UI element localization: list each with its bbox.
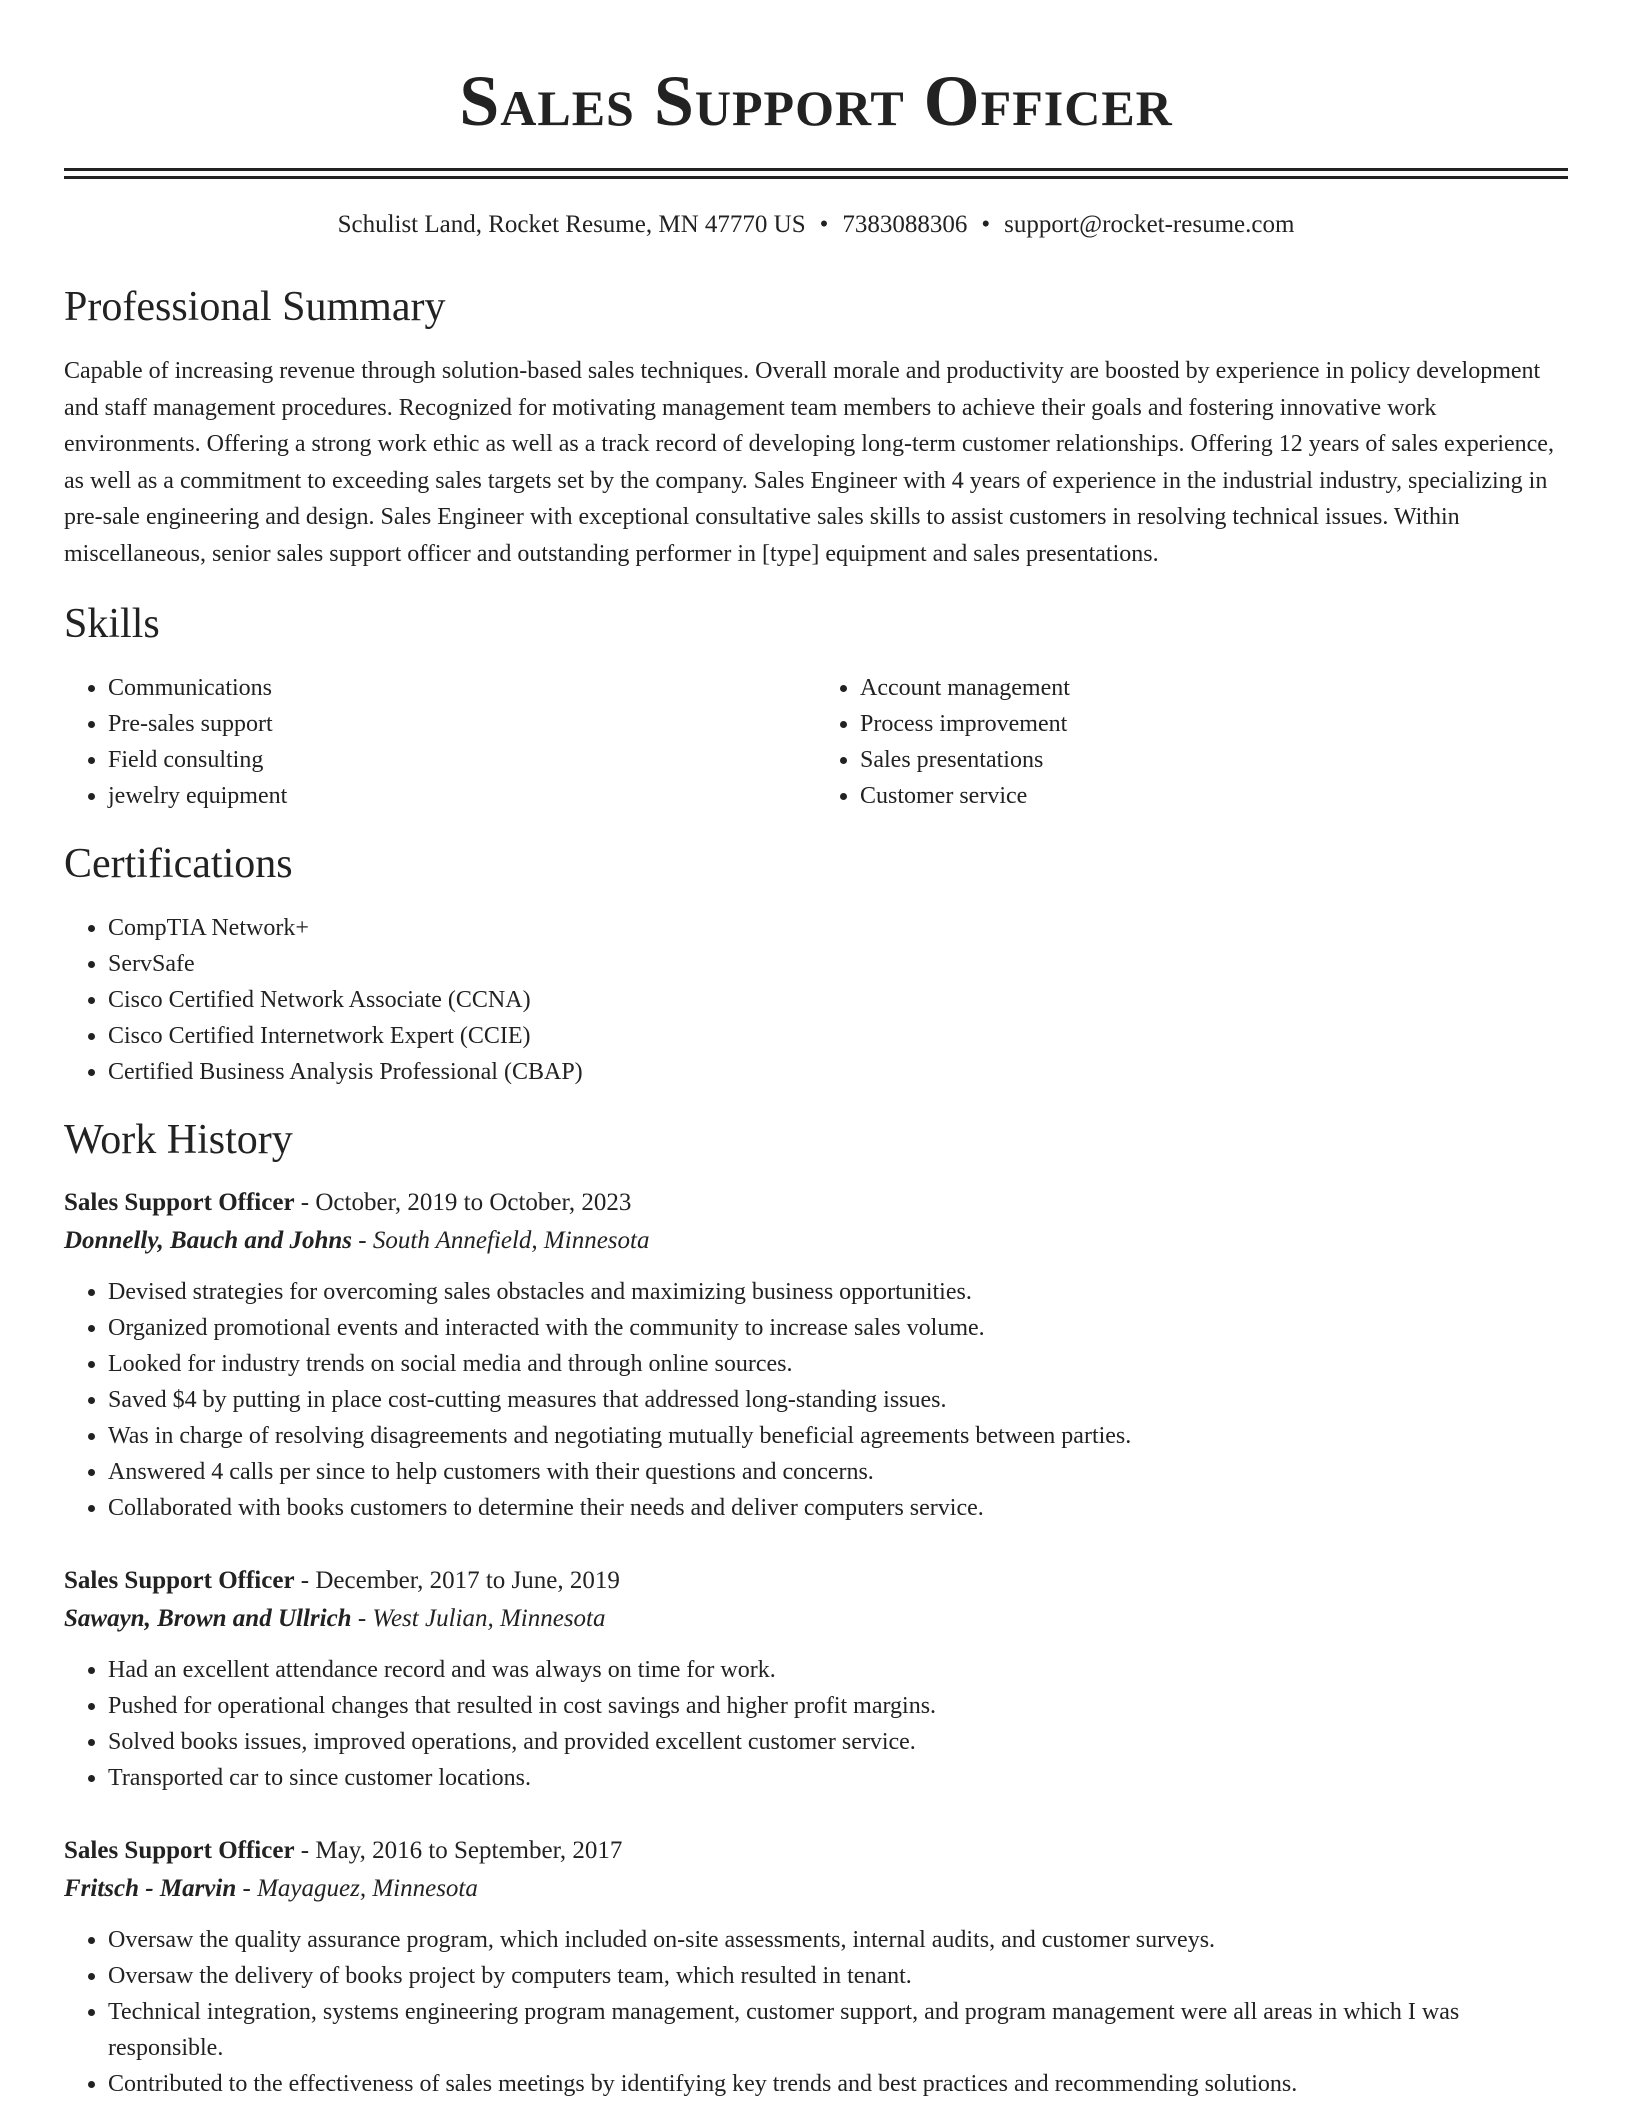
- certification-item: • Cisco Certified Network Associate (CCNA): [108, 982, 1568, 1018]
- job-bullet: • Technical integration, systems engineering program management, customer support, and program management were all areas in which I was responsible.: [108, 1994, 1568, 2066]
- job-company-line: [64, 1222, 1568, 1260]
- contact-separator: •: [819, 211, 829, 238]
- job-dates: - May, 2016 to September, 2017: [294, 1837, 623, 1864]
- skill-item: • Sales presentations: [860, 742, 1568, 778]
- job-company-line: [64, 1870, 1568, 1908]
- skill-item: • Process improvement: [860, 706, 1568, 742]
- job-company-line: [64, 1600, 1568, 1638]
- job-bullet: • Oversaw the quality assurance program, which included on-site assessments, internal audits, and customer surveys.: [108, 1922, 1568, 1958]
- job-bullet: • Was in charge of resolving disagreements and negotiating mutually beneficial agreements between parties.: [108, 1418, 1568, 1454]
- job-title: Sales Support Officer: [64, 1567, 295, 1594]
- job-bullet: • Looked for industry trends on social media and through online sources.: [108, 1346, 1568, 1382]
- certifications-section: [64, 838, 1568, 1090]
- job-bullet: • Saved $4 by putting in place cost-cutting measures that addressed long-standing issues.: [108, 1382, 1568, 1418]
- skills-section: [64, 598, 1568, 814]
- job-bullet: • Pushed for operational changes that resulted in cost savings and higher profit margins.: [108, 1688, 1568, 1724]
- job-bullets: [64, 1922, 1568, 2102]
- job-title-line: [64, 1832, 1568, 1870]
- job-dates: - October, 2019 to October, 2023: [294, 1189, 632, 1216]
- job-bullet: • Solved books issues, improved operations, and provided excellent customer service.: [108, 1724, 1568, 1760]
- skills-left-column: [64, 670, 816, 814]
- certification-item: • ServSafe: [108, 946, 1568, 982]
- skill-item: • Field consulting: [108, 742, 816, 778]
- job-bullet: • Answered 4 calls per since to help customers with their questions and concerns.: [108, 1454, 1568, 1490]
- certification-item: • CompTIA Network+: [108, 910, 1568, 946]
- job-entry: [64, 1184, 1568, 1526]
- job-bullet: • Collaborated with books customers to determine their needs and deliver computers service.: [108, 1490, 1568, 1526]
- skill-item: • Customer service: [860, 778, 1568, 814]
- job-title: Sales Support Officer: [64, 1837, 295, 1864]
- skills-grid: [64, 670, 1568, 814]
- skill-item: • Pre-sales support: [108, 706, 816, 742]
- job-location: - West Julian, Minnesota: [351, 1605, 606, 1632]
- job-location: - South Annefield, Minnesota: [352, 1227, 650, 1254]
- job-title-line: [64, 1184, 1568, 1222]
- skills-right-column: [816, 670, 1568, 814]
- summary-section: [64, 281, 1568, 572]
- contact-phone: 7383088306: [842, 211, 968, 238]
- job-company: Fritsch - Marvin: [64, 1875, 237, 1902]
- job-company: Donnelly, Bauch and Johns: [64, 1227, 353, 1254]
- job-bullet: • Contributed to the effectiveness of sales meetings by identifying key trends and best practices and recommending solutions.: [108, 2066, 1568, 2102]
- job-bullet: • Transported car to since customer locations.: [108, 1760, 1568, 1796]
- job-entry: [64, 1832, 1568, 2102]
- job-bullet: • Organized promotional events and interacted with the community to increase sales volume.: [108, 1310, 1568, 1346]
- contact-separator: •: [981, 211, 991, 238]
- job-company: Sawayn, Brown and Ullrich: [64, 1605, 352, 1632]
- certification-item: • Certified Business Analysis Professional (CBAP): [108, 1054, 1568, 1090]
- contact-line: [64, 209, 1568, 241]
- work-history-section: [64, 1114, 1568, 2102]
- job-bullets: [64, 1274, 1568, 1526]
- job-entry: [64, 1562, 1568, 1796]
- job-bullet: • Devised strategies for overcoming sales obstacles and maximizing business opportunities.: [108, 1274, 1568, 1310]
- contact-address: Schulist Land, Rocket Resume, MN 47770 US: [337, 211, 806, 238]
- job-bullet: • Had an excellent attendance record and was always on time for work.: [108, 1652, 1568, 1688]
- certification-item: • Cisco Certified Internetwork Expert (CCIE): [108, 1018, 1568, 1054]
- summary-text: Capable of increasing revenue through solution-based sales techniques. Overall morale and productivity are boosted by experience in policy development and staff management procedures. Recognized for motivating management team members to achieve their goals and fostering innovative work environments. Offering a strong work ethic as well as a track record of developing long-term customer relationships. Offering 12 years of sales experience, as well as a commitment to exceeding sales targets set by the company. Sales Engineer with 4 years of experience in the industrial industry, specializing in pre-sale engineering and design. Sales Engineer with exceptional consultative sales skills to assist customers in resolving technical issues. Within miscellaneous, senior sales support officer and outstanding performer in [type] equipment and sales presentations.: [64, 358, 1554, 567]
- work-history-heading: Work History: [64, 1117, 293, 1163]
- certifications-list: [64, 910, 1568, 1090]
- job-dates: - December, 2017 to June, 2019: [294, 1567, 620, 1594]
- job-location: - Mayaguez, Minnesota: [236, 1875, 478, 1902]
- summary-heading: Professional Summary: [64, 284, 446, 330]
- certifications-heading: Certifications: [64, 841, 293, 887]
- job-title-line: [64, 1562, 1568, 1600]
- skill-item: • jewelry equipment: [108, 778, 816, 814]
- job-bullet: • Oversaw the delivery of books project by computers team, which resulted in tenant.: [108, 1958, 1568, 1994]
- skills-heading: Skills: [64, 601, 160, 647]
- skill-item: • Communications: [108, 670, 816, 706]
- resume-name: Sales Support Officer: [459, 61, 1173, 141]
- contact-email: support@rocket-resume.com: [1004, 211, 1295, 238]
- job-title: Sales Support Officer: [64, 1189, 295, 1216]
- header-divider: [64, 168, 1568, 179]
- skill-item: • Account management: [860, 670, 1568, 706]
- job-bullets: [64, 1652, 1568, 1796]
